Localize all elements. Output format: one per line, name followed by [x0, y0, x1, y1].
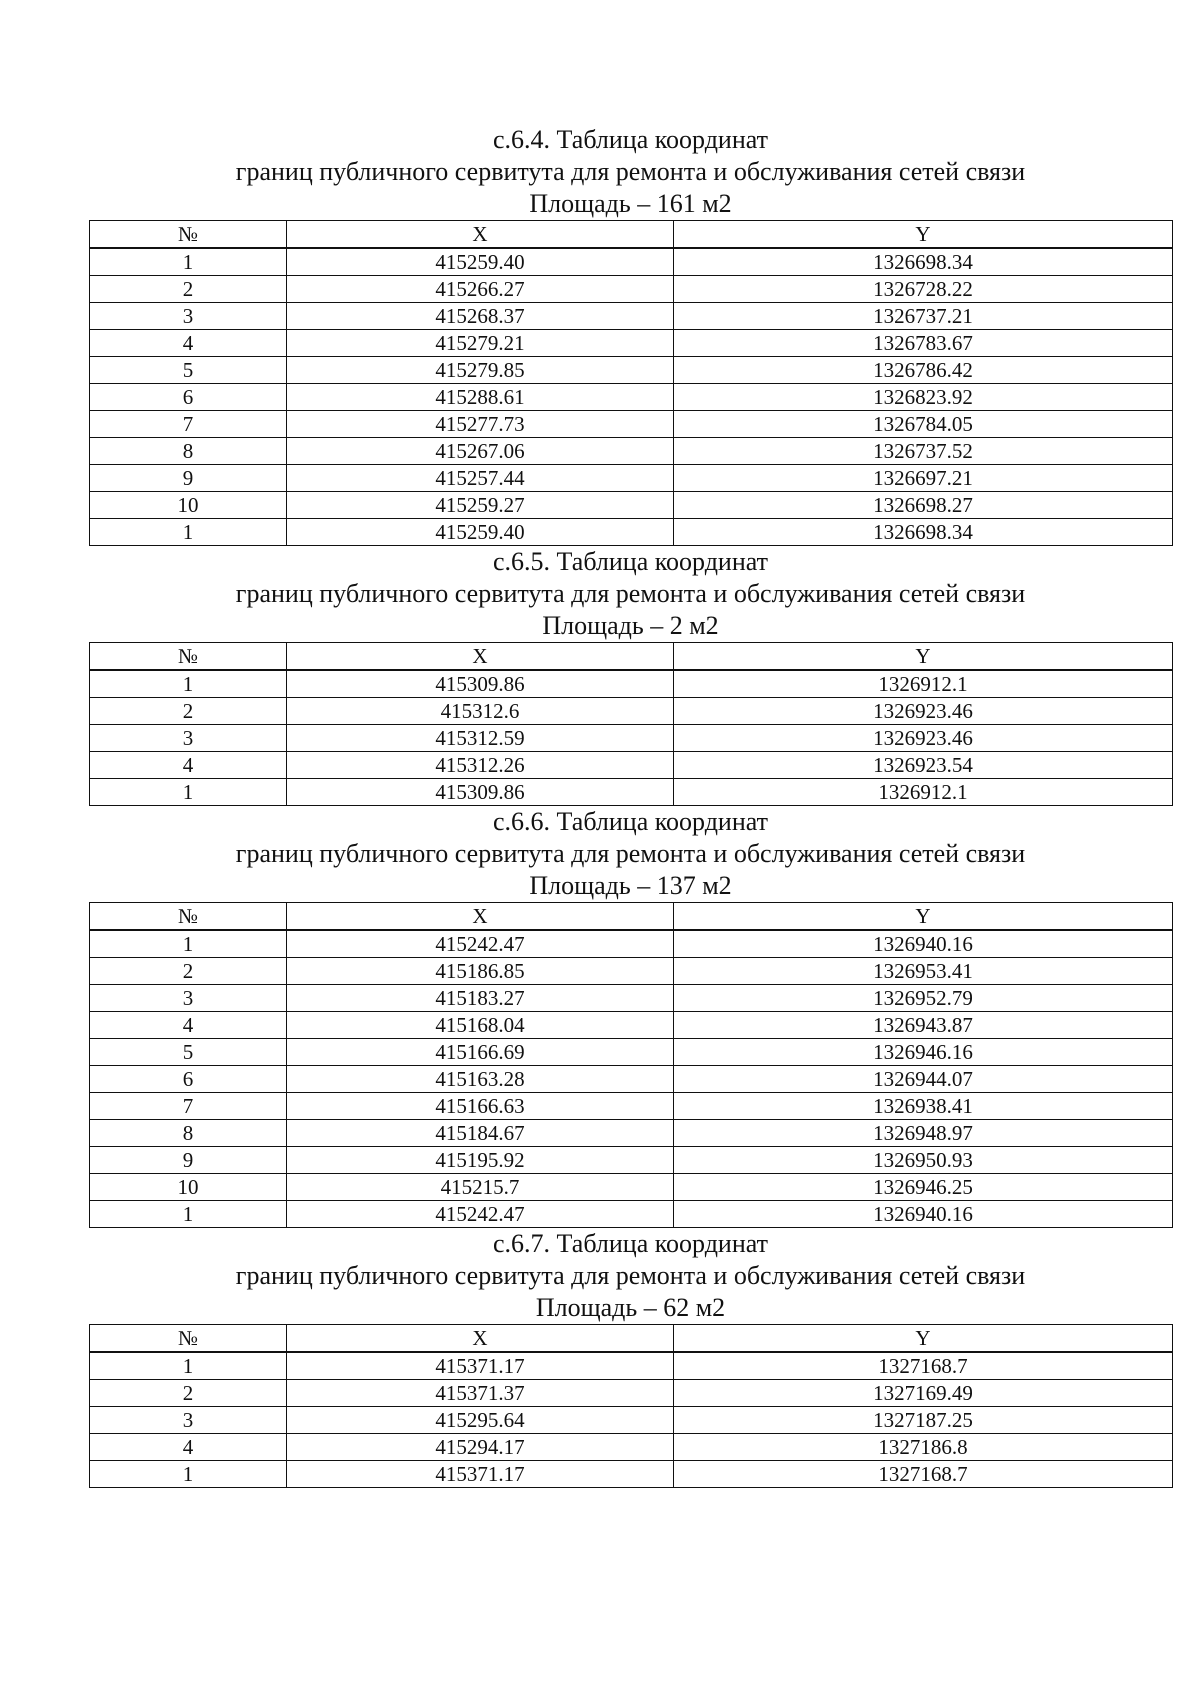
- point-number-cell: 10: [90, 1174, 287, 1201]
- point-number-cell: 1: [90, 248, 287, 276]
- coordinate-section: [89, 124, 1172, 546]
- table-row: [90, 357, 1173, 384]
- point-number-cell: 3: [90, 985, 287, 1012]
- y-coordinate-cell: 1327168.7: [674, 1461, 1173, 1488]
- coordinates-table: [89, 902, 1173, 1228]
- y-coordinate-cell: 1326923.46: [674, 698, 1173, 725]
- table-row: [90, 411, 1173, 438]
- column-header-y: Y: [674, 903, 1173, 931]
- point-number-cell: 8: [90, 1120, 287, 1147]
- table-row: [90, 1039, 1173, 1066]
- y-coordinate-cell: 1326728.22: [674, 276, 1173, 303]
- y-coordinate-cell: 1326950.93: [674, 1147, 1173, 1174]
- table-row: [90, 1093, 1173, 1120]
- table-row: [90, 438, 1173, 465]
- y-coordinate-cell: 1326697.21: [674, 465, 1173, 492]
- x-coordinate-cell: 415371.17: [287, 1461, 674, 1488]
- x-coordinate-cell: 415166.69: [287, 1039, 674, 1066]
- section-title: с.6.5. Таблица координат: [493, 547, 768, 576]
- table-row: [90, 1434, 1173, 1461]
- table-row: [90, 303, 1173, 330]
- x-coordinate-cell: 415259.40: [287, 519, 674, 546]
- section-title: с.6.6. Таблица координат: [493, 807, 768, 836]
- section-area: Площадь – 2 м2: [542, 611, 719, 640]
- point-number-cell: 2: [90, 958, 287, 985]
- point-number-cell: 4: [90, 330, 287, 357]
- x-coordinate-cell: 415266.27: [287, 276, 674, 303]
- y-coordinate-cell: 1326940.16: [674, 930, 1173, 958]
- table-row: [90, 958, 1173, 985]
- x-coordinate-cell: 415295.64: [287, 1407, 674, 1434]
- column-header-number: №: [90, 221, 287, 249]
- y-coordinate-cell: 1327169.49: [674, 1380, 1173, 1407]
- table-row: [90, 725, 1173, 752]
- x-coordinate-cell: 415312.6: [287, 698, 674, 725]
- y-coordinate-cell: 1326952.79: [674, 985, 1173, 1012]
- table-row: [90, 519, 1173, 546]
- point-number-cell: 2: [90, 1380, 287, 1407]
- y-coordinate-cell: 1327186.8: [674, 1434, 1173, 1461]
- y-coordinate-cell: 1326923.54: [674, 752, 1173, 779]
- section-area: Площадь – 161 м2: [529, 189, 732, 218]
- coordinate-section: [89, 806, 1172, 1228]
- table-row: [90, 1380, 1173, 1407]
- x-coordinate-cell: 415186.85: [287, 958, 674, 985]
- point-number-cell: 4: [90, 1012, 287, 1039]
- y-coordinate-cell: 1326923.46: [674, 725, 1173, 752]
- y-coordinate-cell: 1326698.34: [674, 519, 1173, 546]
- y-coordinate-cell: 1326940.16: [674, 1201, 1173, 1228]
- coordinates-table: [89, 642, 1173, 806]
- section-title: с.6.7. Таблица координат: [493, 1229, 768, 1258]
- x-coordinate-cell: 415259.40: [287, 248, 674, 276]
- x-coordinate-cell: 415242.47: [287, 930, 674, 958]
- table-row: [90, 276, 1173, 303]
- x-coordinate-cell: 415257.44: [287, 465, 674, 492]
- section-subtitle: границ публичного сервитута для ремонта и обслуживания сетей связи: [235, 157, 1026, 186]
- section-heading: [89, 546, 1172, 642]
- x-coordinate-cell: 415168.04: [287, 1012, 674, 1039]
- column-header-y: Y: [674, 643, 1173, 671]
- point-number-cell: 1: [90, 1461, 287, 1488]
- table-row: [90, 930, 1173, 958]
- section-subtitle: границ публичного сервитута для ремонта и обслуживания сетей связи: [235, 839, 1026, 868]
- point-number-cell: 6: [90, 384, 287, 411]
- x-coordinate-cell: 415279.85: [287, 357, 674, 384]
- table-row: [90, 1147, 1173, 1174]
- x-coordinate-cell: 415184.67: [287, 1120, 674, 1147]
- column-header-x: X: [287, 1325, 674, 1353]
- point-number-cell: 1: [90, 1352, 287, 1380]
- table-row: [90, 492, 1173, 519]
- y-coordinate-cell: 1326784.05: [674, 411, 1173, 438]
- coordinates-table: [89, 220, 1173, 546]
- table-row: [90, 1461, 1173, 1488]
- y-coordinate-cell: 1326946.25: [674, 1174, 1173, 1201]
- y-coordinate-cell: 1326698.27: [674, 492, 1173, 519]
- x-coordinate-cell: 415288.61: [287, 384, 674, 411]
- x-coordinate-cell: 415312.59: [287, 725, 674, 752]
- table-row: [90, 1174, 1173, 1201]
- column-header-x: X: [287, 221, 674, 249]
- y-coordinate-cell: 1326786.42: [674, 357, 1173, 384]
- point-number-cell: 1: [90, 670, 287, 698]
- y-coordinate-cell: 1326938.41: [674, 1093, 1173, 1120]
- section-heading: [89, 1228, 1172, 1324]
- point-number-cell: 9: [90, 1147, 287, 1174]
- point-number-cell: 3: [90, 303, 287, 330]
- table-row: [90, 779, 1173, 806]
- table-row: [90, 698, 1173, 725]
- x-coordinate-cell: 415312.26: [287, 752, 674, 779]
- point-number-cell: 1: [90, 519, 287, 546]
- column-header-y: Y: [674, 1325, 1173, 1353]
- section-area: Площадь – 62 м2: [535, 1293, 726, 1322]
- y-coordinate-cell: 1326944.07: [674, 1066, 1173, 1093]
- y-coordinate-cell: 1326783.67: [674, 330, 1173, 357]
- x-coordinate-cell: 415371.37: [287, 1380, 674, 1407]
- section-title: с.6.4. Таблица координат: [493, 125, 768, 154]
- y-coordinate-cell: 1326737.52: [674, 438, 1173, 465]
- point-number-cell: 10: [90, 492, 287, 519]
- table-row: [90, 465, 1173, 492]
- x-coordinate-cell: 415166.63: [287, 1093, 674, 1120]
- point-number-cell: 3: [90, 725, 287, 752]
- point-number-cell: 3: [90, 1407, 287, 1434]
- point-number-cell: 2: [90, 698, 287, 725]
- point-number-cell: 2: [90, 276, 287, 303]
- y-coordinate-cell: 1326823.92: [674, 384, 1173, 411]
- column-header-y: Y: [674, 221, 1173, 249]
- coordinates-table: [89, 1324, 1173, 1488]
- column-header-number: №: [90, 1325, 287, 1353]
- section-area: Площадь – 137 м2: [529, 871, 732, 900]
- point-number-cell: 1: [90, 779, 287, 806]
- x-coordinate-cell: 415309.86: [287, 670, 674, 698]
- x-coordinate-cell: 415371.17: [287, 1352, 674, 1380]
- point-number-cell: 9: [90, 465, 287, 492]
- document-page: [89, 124, 1172, 1488]
- point-number-cell: 1: [90, 1201, 287, 1228]
- x-coordinate-cell: 415163.28: [287, 1066, 674, 1093]
- section-heading: [89, 806, 1172, 902]
- point-number-cell: 7: [90, 1093, 287, 1120]
- y-coordinate-cell: 1326737.21: [674, 303, 1173, 330]
- x-coordinate-cell: 415267.06: [287, 438, 674, 465]
- x-coordinate-cell: 415277.73: [287, 411, 674, 438]
- table-header-row: [90, 1325, 1173, 1353]
- y-coordinate-cell: 1327168.7: [674, 1352, 1173, 1380]
- point-number-cell: 8: [90, 438, 287, 465]
- x-coordinate-cell: 415195.92: [287, 1147, 674, 1174]
- y-coordinate-cell: 1326698.34: [674, 248, 1173, 276]
- point-number-cell: 1: [90, 930, 287, 958]
- y-coordinate-cell: 1327187.25: [674, 1407, 1173, 1434]
- x-coordinate-cell: 415268.37: [287, 303, 674, 330]
- table-row: [90, 1201, 1173, 1228]
- section-heading: [89, 124, 1172, 220]
- x-coordinate-cell: 415215.7: [287, 1174, 674, 1201]
- point-number-cell: 7: [90, 411, 287, 438]
- point-number-cell: 5: [90, 1039, 287, 1066]
- coordinate-section: [89, 546, 1172, 806]
- point-number-cell: 6: [90, 1066, 287, 1093]
- table-row: [90, 1012, 1173, 1039]
- point-number-cell: 5: [90, 357, 287, 384]
- section-subtitle: границ публичного сервитута для ремонта и обслуживания сетей связи: [235, 1261, 1026, 1290]
- table-row: [90, 985, 1173, 1012]
- column-header-number: №: [90, 903, 287, 931]
- table-header-row: [90, 221, 1173, 249]
- table-row: [90, 1066, 1173, 1093]
- table-row: [90, 752, 1173, 779]
- table-row: [90, 330, 1173, 357]
- x-coordinate-cell: 415279.21: [287, 330, 674, 357]
- x-coordinate-cell: 415242.47: [287, 1201, 674, 1228]
- table-row: [90, 670, 1173, 698]
- y-coordinate-cell: 1326946.16: [674, 1039, 1173, 1066]
- x-coordinate-cell: 415183.27: [287, 985, 674, 1012]
- x-coordinate-cell: 415259.27: [287, 492, 674, 519]
- point-number-cell: 4: [90, 752, 287, 779]
- y-coordinate-cell: 1326953.41: [674, 958, 1173, 985]
- x-coordinate-cell: 415294.17: [287, 1434, 674, 1461]
- point-number-cell: 4: [90, 1434, 287, 1461]
- y-coordinate-cell: 1326912.1: [674, 670, 1173, 698]
- table-row: [90, 384, 1173, 411]
- y-coordinate-cell: 1326948.97: [674, 1120, 1173, 1147]
- table-row: [90, 1120, 1173, 1147]
- y-coordinate-cell: 1326912.1: [674, 779, 1173, 806]
- table-header-row: [90, 903, 1173, 931]
- y-coordinate-cell: 1326943.87: [674, 1012, 1173, 1039]
- column-header-x: X: [287, 903, 674, 931]
- table-row: [90, 1407, 1173, 1434]
- table-row: [90, 248, 1173, 276]
- table-header-row: [90, 643, 1173, 671]
- x-coordinate-cell: 415309.86: [287, 779, 674, 806]
- column-header-x: X: [287, 643, 674, 671]
- coordinate-section: [89, 1228, 1172, 1488]
- column-header-number: №: [90, 643, 287, 671]
- section-subtitle: границ публичного сервитута для ремонта и обслуживания сетей связи: [235, 579, 1026, 608]
- table-row: [90, 1352, 1173, 1380]
